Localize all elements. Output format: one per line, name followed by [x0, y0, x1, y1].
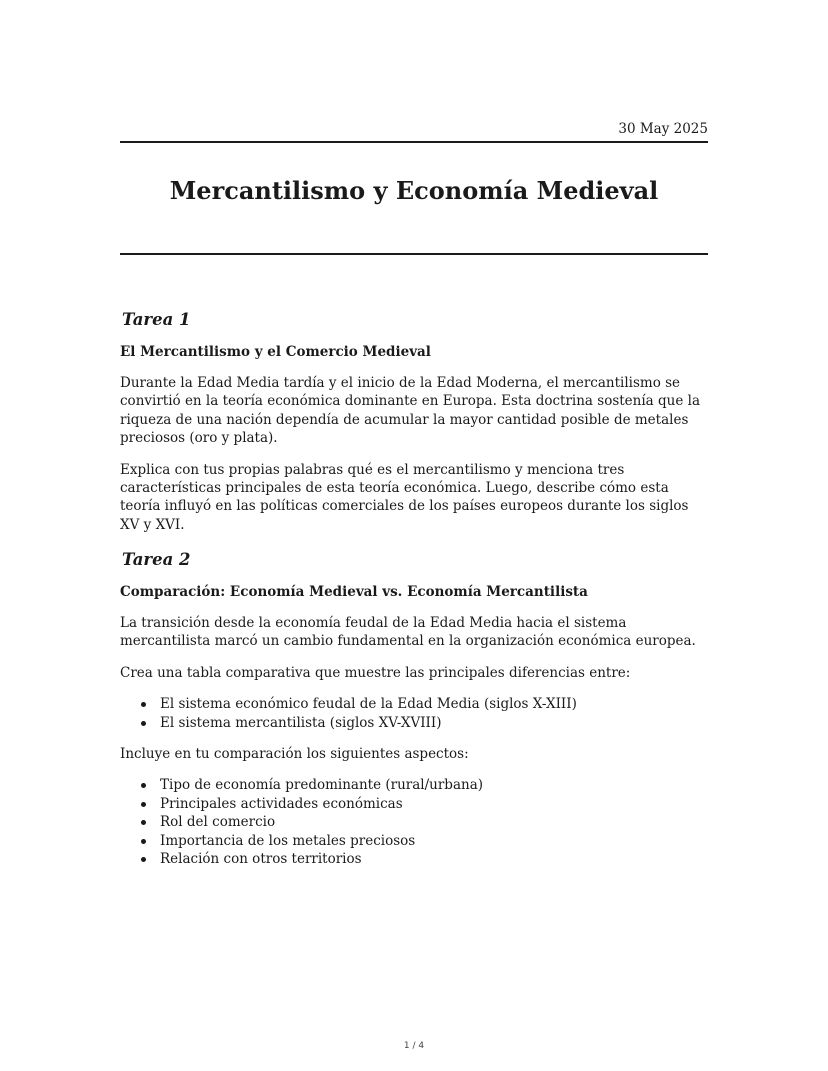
task-1-paragraph: Explica con tus propias palabras qué es el mercantilismo y menciona tres características principales de esta teoría económica. Luego, describe cómo esta teoría influyó en las políticas comerciales de los países europeos durante los siglos XV y XVI.	[120, 461, 689, 533]
list-item	[160, 714, 708, 732]
bullet-icon	[141, 820, 146, 825]
task-1-paragraph: Durante la Edad Media tardía y el inicio de la Edad Moderna, el mercantilismo se convirtió en la teoría económica dominante en Europa. Esta doctrina sostenía que la riqueza de una nación dependía de acumular la mayor cantidad posible de metales preciosos (oro y plata).	[120, 375, 700, 447]
task-1-heading: Tarea 1	[122, 310, 191, 329]
task-1-section	[120, 308, 708, 547]
list-item-text: Relación con otros territorios	[160, 851, 362, 868]
task-2-heading: Tarea 2	[122, 550, 191, 569]
bullet-icon	[141, 721, 146, 726]
bullet-icon	[141, 783, 146, 788]
bullet-icon	[141, 802, 146, 807]
list-item	[160, 813, 708, 831]
list-item	[160, 695, 708, 713]
list-item	[160, 776, 708, 794]
bullet-icon	[141, 702, 146, 707]
list-item-text: Importancia de los metales preciosos	[160, 832, 416, 849]
document-page	[120, 0, 708, 1071]
task-2-aspects-intro: Incluye en tu comparación los siguientes aspectos:	[120, 746, 469, 763]
aspects-list	[120, 776, 708, 868]
bullet-icon	[141, 839, 146, 844]
task-2-instruction: Crea una tabla comparativa que muestre las principales diferencias entre:	[120, 664, 631, 681]
list-item	[160, 795, 708, 813]
task-2-subtitle: Comparación: Economía Medieval vs. Economía Mercantilista	[120, 584, 588, 600]
task-1-subtitle: El Mercantilismo y el Comercio Medieval	[120, 344, 431, 360]
list-item-text: Tipo de economía predominante (rural/urbana)	[160, 777, 484, 794]
header-rule-bottom	[120, 253, 708, 255]
page-number: 1 / 4	[403, 1041, 425, 1051]
document-date: 30 May 2025	[618, 121, 708, 137]
list-item-text: Rol del comercio	[160, 814, 276, 831]
list-item	[160, 850, 708, 868]
list-item	[160, 832, 708, 850]
task-2-section	[120, 548, 708, 881]
bullet-icon	[141, 857, 146, 862]
task-2-intro: La transición desde la economía feudal de la Edad Media hacia el sistema mercantilista marcó un cambio fundamental en la organización económica europea.	[120, 615, 696, 650]
systems-list	[120, 695, 708, 732]
list-item-text: El sistema mercantilista (siglos XV-XVIII)	[160, 714, 442, 731]
list-item-text: El sistema económico feudal de la Edad Media (siglos X-XIII)	[160, 696, 577, 713]
document-title: Mercantilismo y Economía Medieval	[169, 176, 659, 205]
list-item-text: Principales actividades económicas	[160, 795, 403, 812]
header-rule-top	[120, 141, 708, 143]
